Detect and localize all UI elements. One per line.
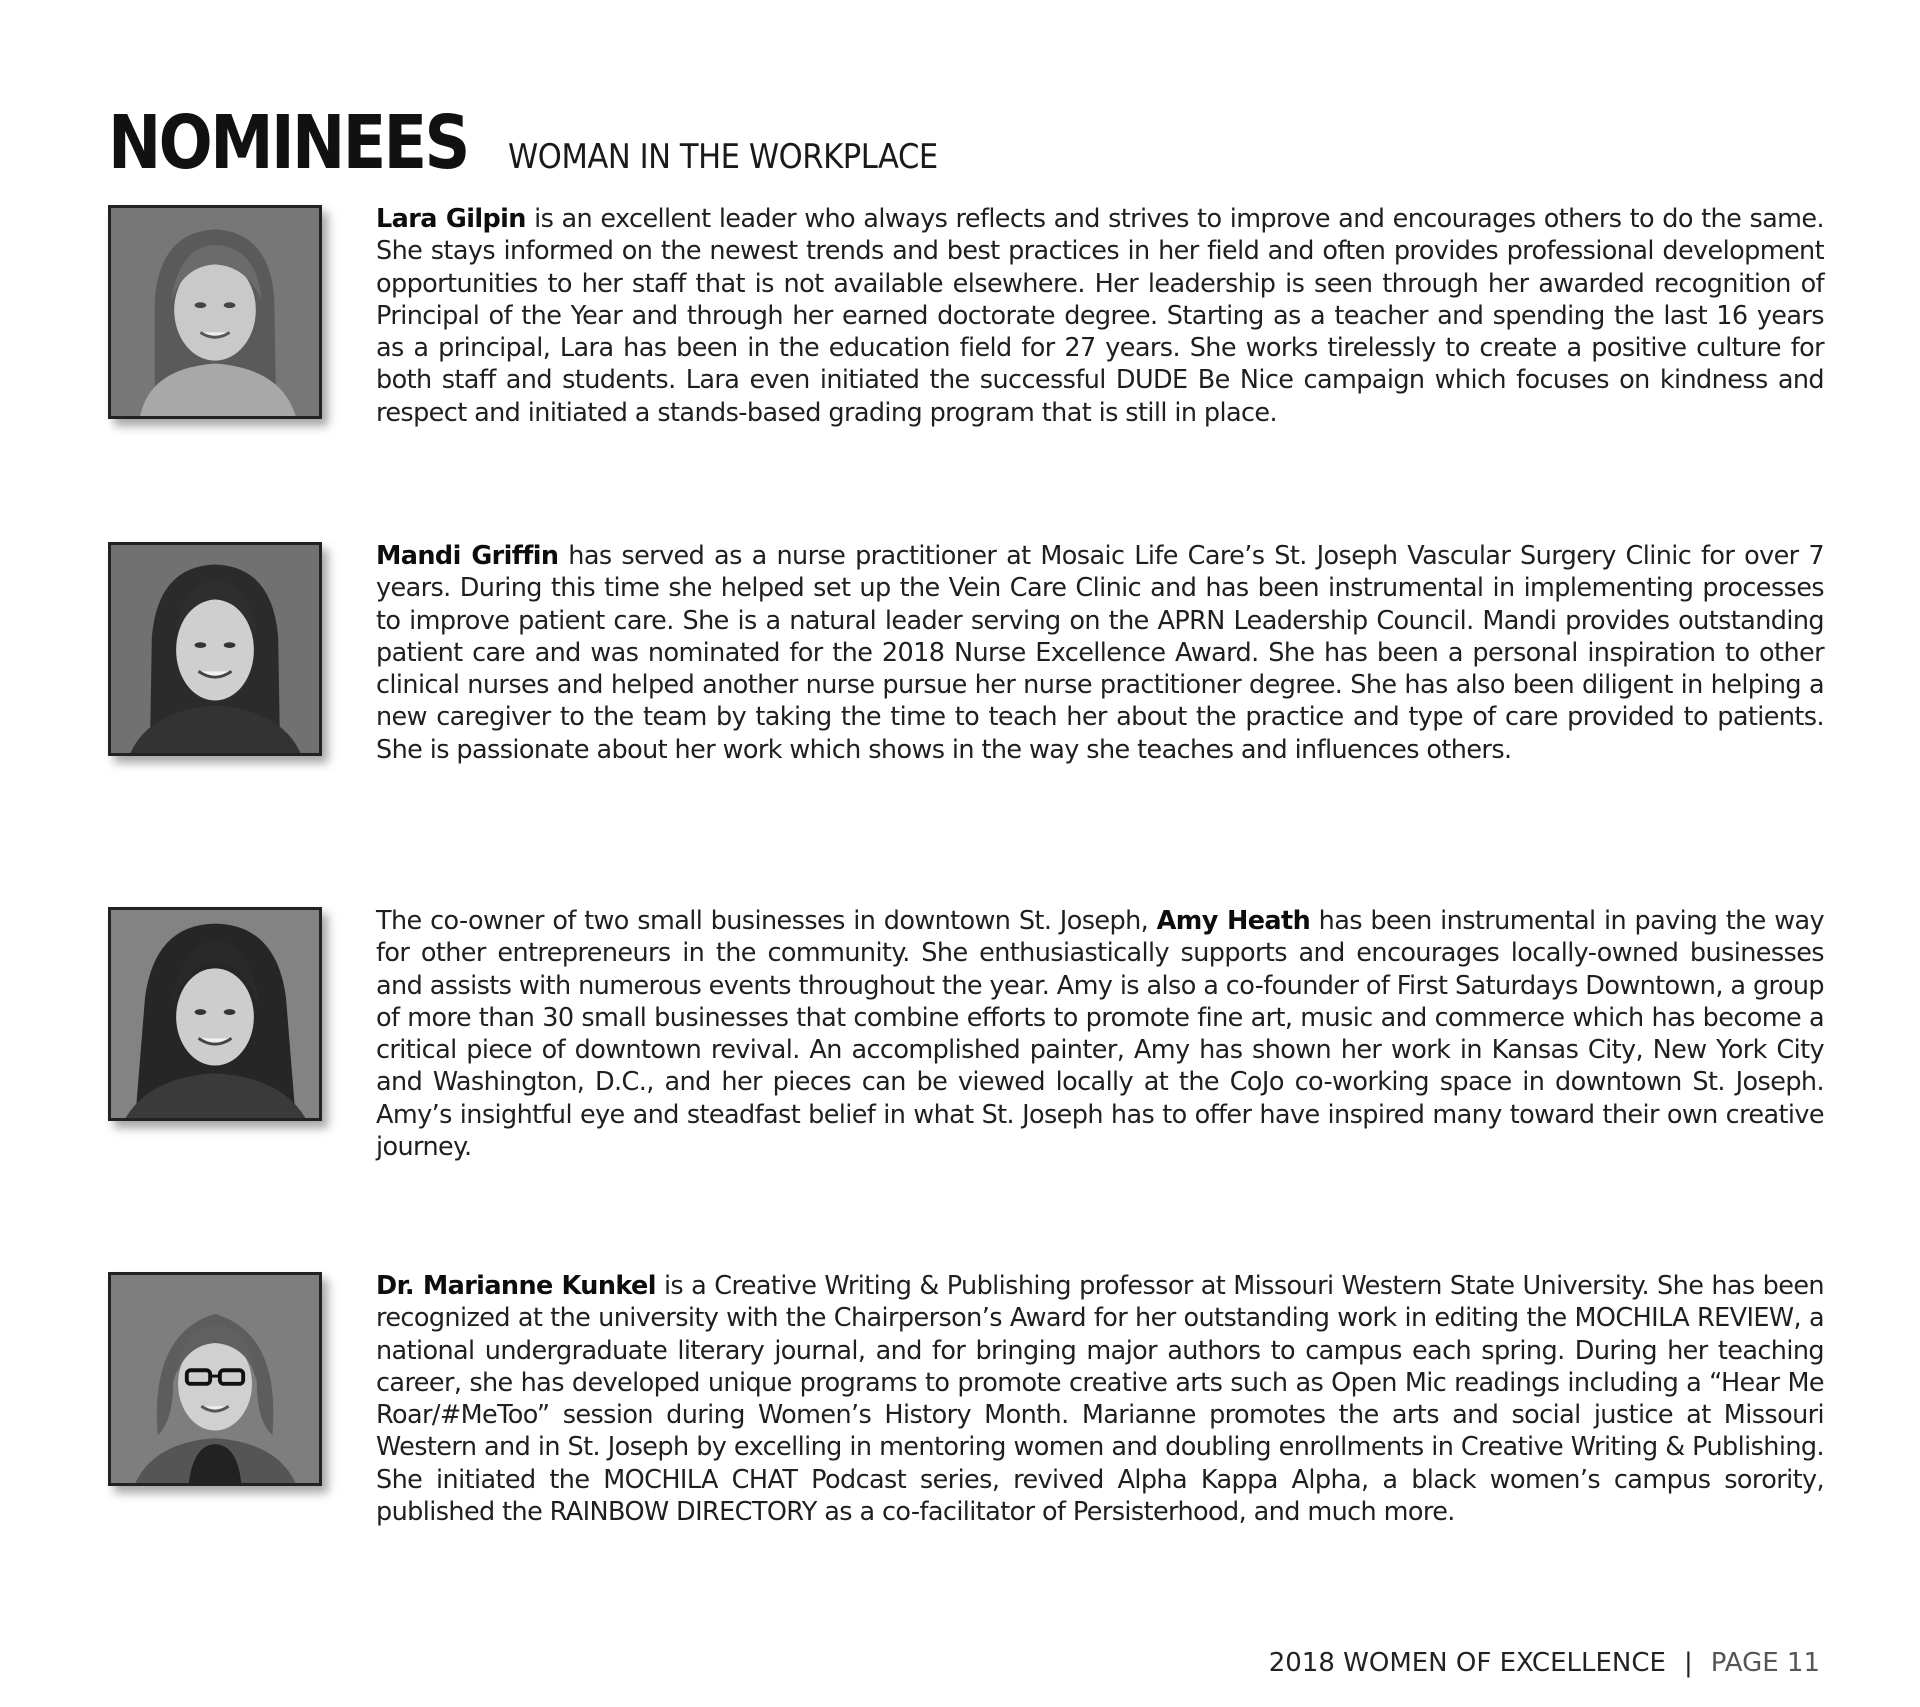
nominee-bio xyxy=(376,203,1824,429)
page-title: NOMINEES xyxy=(108,100,468,186)
page-number: PAGE 11 xyxy=(1710,1648,1820,1678)
publication-title: 2018 WOMEN OF EXCELLENCE xyxy=(1268,1648,1666,1678)
nominee-bio xyxy=(376,540,1824,766)
nominee-bio xyxy=(376,1270,1824,1528)
nominee-name: Mandi Griffin xyxy=(376,541,559,571)
page-footer xyxy=(1269,1648,1820,1678)
bio-text: is an excellent leader who always reflects and strives to improve and encourages others to do the same. She stays informed on the newest trends and best practices in her field and often provides professional development opportunities to her staff that is not available elsewhere. Her leadership is seen through her awarded recognition of Principal of the Year and through her earned doctorate degree. Starting as a teacher and spending the last 16 years as a principal, Lara has been in the education field for 27 years. She works tirelessly to create a positive culture for both staff and students. Lara even initiated the successful DUDE Be Nice campaign which focuses on kindness and respect and initiated a stands-based grading program that is still in place. xyxy=(376,204,1824,428)
footer-separator: | xyxy=(1683,1648,1693,1678)
bio-text: has been instrumental in paving the way for other entrepreneurs in the community. She enthusiastically supports and encourages locally-owned businesses and assists with numerous events throughout the year. Amy is also a co-founder of First Saturdays Downtown, a group of more than 30 small businesses that combine efforts to promote fine art, music and commerce which has become a critical piece of downtown revival. An accomplished painter, Amy has shown her work in Kansas City, New York City and Washington, D.C., and her pieces can be viewed locally at the CoJo co-working space in downtown St. Joseph. Amy’s insightful eye and steadfast belief in what St. Joseph has to offer have inspired many toward their own creative journey. xyxy=(376,906,1824,1163)
bio-text: is a Creative Writing & Publishing professor at Missouri Western State University. She has been recognized at the university with the Chairperson’s Award for her outstanding work in editing the MOCHILA REVIEW, a national undergraduate literary journal, and for bringing major authors to campus each spring. During her teaching career, she has developed unique programs to promote creative arts such as Open Mic readings including a “Hear Me Roar/#MeToo” session during Women’s History Month. Marianne promotes the arts and social justice at Missouri Western and in St. Joseph by excelling in mentoring women and doubling enrollments in Creative Writing & Publishing. She initiated the MOCHILA CHAT Podcast series, revived Alpha Kappa Alpha, a black women’s campus sorority, published the RAINBOW DIRECTORY as a co-facilitator of Persisterhood, and much more. xyxy=(376,1271,1824,1528)
nominee-name: Dr. Marianne Kunkel xyxy=(376,1271,656,1301)
nominee-name: Amy Heath xyxy=(1156,906,1311,936)
nominee-portrait-photo xyxy=(108,907,322,1121)
nominee-name: Lara Gilpin xyxy=(376,204,526,234)
nominee-portrait-photo xyxy=(108,542,322,756)
nominee-bio xyxy=(376,905,1824,1163)
page-header xyxy=(108,100,986,186)
page-subtitle: WOMAN IN THE WORKPLACE xyxy=(508,137,939,177)
bio-text-before: The co-owner of two small businesses in downtown St. Joseph, xyxy=(376,906,1157,936)
bio-text: has served as a nurse practitioner at Mosaic Life Care’s St. Joseph Vascular Surgery Clinic for over 7 years. During this time she helped set up the Vein Care Clinic and has been instrumental in implementing processes to improve patient care. She is a natural leader serving on the APRN Leadership Council. Mandi provides outstanding patient care and was nominated for the 2018 Nurse Excellence Award. She has been a personal inspiration to other clinical nurses and helped another nurse pursue her nurse practitioner degree. She has also been diligent in helping a new caregiver to the team by taking the time to teach her about the practice and type of care provided to patients. She is passionate about her work which shows in the way she teaches and influences others. xyxy=(376,541,1825,765)
nominee-portrait-photo xyxy=(108,205,322,419)
nominee-portrait-photo xyxy=(108,1272,322,1486)
